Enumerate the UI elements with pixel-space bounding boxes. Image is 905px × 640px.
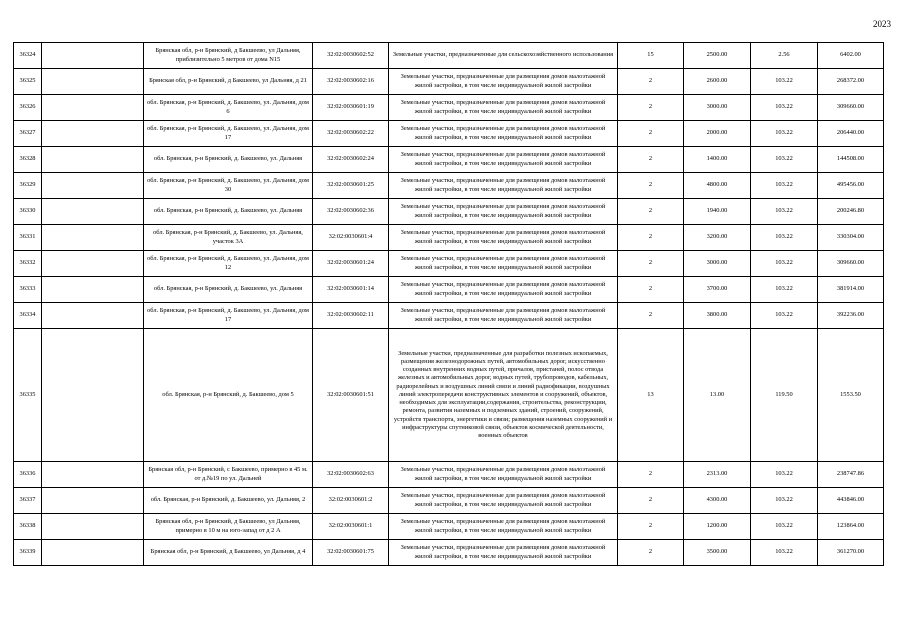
- use-group-cell: 15: [618, 43, 684, 69]
- area-cell: 3500.00: [684, 540, 751, 566]
- use-group-cell: 2: [618, 69, 684, 95]
- cadastral-number-cell: 32:02:0030601:75: [313, 540, 389, 566]
- land-use-cell: Земельные участки, предназначенные для размещения домов малоэтажной жилой застройки, в том числе индивидуальной жилой застройки: [389, 95, 618, 121]
- area-cell: 13.00: [684, 329, 751, 462]
- spacer-cell: [42, 488, 144, 514]
- spacer-cell: [42, 303, 144, 329]
- use-group-cell: 2: [618, 147, 684, 173]
- address-cell: Брянская обл, р-н Брянский, д Бакшеево, ул Дальняя, примерно в 10 м на юго-запад от д 2 А: [144, 514, 313, 540]
- use-group-cell: 2: [618, 488, 684, 514]
- row-number: 36332: [14, 251, 42, 277]
- cadastral-value-cell: 443846.00: [818, 488, 884, 514]
- row-number: 36339: [14, 540, 42, 566]
- area-cell: 4300.00: [684, 488, 751, 514]
- use-group-cell: 2: [618, 303, 684, 329]
- cadastral-value-cell: 361270.00: [818, 540, 884, 566]
- area-cell: 1200.00: [684, 514, 751, 540]
- table-row: [14, 199, 884, 225]
- cadastral-value-cell: 1553.50: [818, 329, 884, 462]
- land-use-cell: Земельные участки, предназначенные для размещения домов малоэтажной жилой застройки, в том числе индивидуальной жилой застройки: [389, 147, 618, 173]
- specific-value-cell: 103.22: [751, 69, 818, 95]
- area-cell: 3700.00: [684, 277, 751, 303]
- cadastral-number-cell: 32:02:0030601:24: [313, 251, 389, 277]
- specific-value-cell: 103.22: [751, 173, 818, 199]
- spacer-cell: [42, 251, 144, 277]
- cadastral-value-cell: 392236.00: [818, 303, 884, 329]
- address-cell: обл. Брянская, р-н Брянский, д. Бакшеево, ул. Дальняя, дом 17: [144, 303, 313, 329]
- spacer-cell: [42, 121, 144, 147]
- use-group-cell: 2: [618, 225, 684, 251]
- use-group-cell: 2: [618, 121, 684, 147]
- table-row: [14, 488, 884, 514]
- spacer-cell: [42, 514, 144, 540]
- address-cell: Брянская обл, р-н Брянский, с Бакшеево, примерно в 45 м. от д.№19 по ул. Дальней: [144, 462, 313, 488]
- row-number: 36338: [14, 514, 42, 540]
- row-number: 36337: [14, 488, 42, 514]
- area-cell: 3000.00: [684, 95, 751, 121]
- address-cell: Брянская обл, р-н Брянский, д Бакшеево, ул Дальняя, д 4: [144, 540, 313, 566]
- use-group-cell: 2: [618, 251, 684, 277]
- spacer-cell: [42, 69, 144, 95]
- table-row: [14, 514, 884, 540]
- cadastral-value-cell: 6402.00: [818, 43, 884, 69]
- cadastral-value-cell: 200246.80: [818, 199, 884, 225]
- row-number: 36333: [14, 277, 42, 303]
- land-use-cell: Земельные участки, предназначенные для размещения домов малоэтажной жилой застройки, в том числе индивидуальной жилой застройки: [389, 69, 618, 95]
- table-row: [14, 277, 884, 303]
- use-group-cell: 2: [618, 462, 684, 488]
- row-number: 36326: [14, 95, 42, 121]
- specific-value-cell: 103.22: [751, 147, 818, 173]
- spacer-cell: [42, 147, 144, 173]
- cadastral-number-cell: 32:02:0030602:63: [313, 462, 389, 488]
- spacer-cell: [42, 329, 144, 462]
- use-group-cell: 2: [618, 95, 684, 121]
- use-group-cell: 2: [618, 540, 684, 566]
- specific-value-cell: 103.22: [751, 540, 818, 566]
- row-number: 36330: [14, 199, 42, 225]
- cadastral-number-cell: 32:02:0030601:14: [313, 277, 389, 303]
- specific-value-cell: 103.22: [751, 225, 818, 251]
- use-group-cell: 2: [618, 514, 684, 540]
- address-cell: обл. Брянская, р-н Брянский, д. Бакшеево, ул. Дальняя, дом 17: [144, 121, 313, 147]
- land-use-cell: Земельные участки, предназначенные для сельскохозяйственного использования: [389, 43, 618, 69]
- land-use-cell: Земельные участки, предназначенные для разработки полезных ископаемых, размещения железнодорожных путей, автомобильных дорог, искусственно созданных внутренних водных путей, причалов, пристаней, полос отвода железных и автомобильных дорог, водных путей, трубопроводов, кабельных, радиорелейных и воздушных линий связи и линий радиофикации, воздушных линий электропередачи конструктивных элементов и сооружений, объектов, необходимых для эксплуатации,содержания, строительства, реконструкции, ремонта, развития наземных и подземных зданий, строений, сооружений, устройств транспорта, энергетики и связи; размещения наземных сооружений и инфраструктуры спутниковой связи, объектов космической деятельности, военных объектов: [389, 329, 618, 462]
- address-cell: обл. Брянская, р-н Брянский, д. Бакшеево, ул. Дальняя: [144, 147, 313, 173]
- address-cell: обл. Брянская, р-н Брянский, д. Бакшеево, ул. Дальняя: [144, 277, 313, 303]
- cadastral-number-cell: 32:02:0030601:19: [313, 95, 389, 121]
- use-group-cell: 2: [618, 173, 684, 199]
- cadastral-number-cell: 32:02:0030602:16: [313, 69, 389, 95]
- land-use-cell: Земельные участки, предназначенные для размещения домов малоэтажной жилой застройки, в том числе индивидуальной жилой застройки: [389, 251, 618, 277]
- row-number: 36327: [14, 121, 42, 147]
- address-cell: обл. Брянская, р-н Брянский, д. Бакшеево, ул. Дальняя, дом 12: [144, 251, 313, 277]
- specific-value-cell: 103.22: [751, 462, 818, 488]
- address-cell: обл. Брянская, р-н Брянский, д. Бакшеево, ул. Дальняя: [144, 199, 313, 225]
- page-number: 2023: [873, 19, 891, 29]
- spacer-cell: [42, 95, 144, 121]
- cadastral-value-cell: 268372.00: [818, 69, 884, 95]
- cadastral-number-cell: 32:02:0030602:22: [313, 121, 389, 147]
- cadastral-value-cell: 123864.00: [818, 514, 884, 540]
- table-row: [14, 69, 884, 95]
- specific-value-cell: 103.22: [751, 121, 818, 147]
- row-number: 36324: [14, 43, 42, 69]
- address-cell: обл. Брянская, р-н Брянский, д. Бакшеево, ул. Дальняя, 2: [144, 488, 313, 514]
- row-number: 36336: [14, 462, 42, 488]
- address-cell: обл. Брянская, р-н Брянский, д. Бакшеево, ул. Дальняя, дом 6: [144, 95, 313, 121]
- area-cell: 3000.00: [684, 251, 751, 277]
- cadastral-number-cell: 32:02:0030602:52: [313, 43, 389, 69]
- row-number: 36329: [14, 173, 42, 199]
- cadastral-number-cell: 32:02:0030601:4: [313, 225, 389, 251]
- cadastral-number-cell: 32:02:0030601:1: [313, 514, 389, 540]
- table-row: [14, 462, 884, 488]
- specific-value-cell: 103.22: [751, 277, 818, 303]
- specific-value-cell: 119.50: [751, 329, 818, 462]
- land-use-cell: Земельные участки, предназначенные для размещения домов малоэтажной жилой застройки, в том числе индивидуальной жилой застройки: [389, 540, 618, 566]
- area-cell: 2313.00: [684, 462, 751, 488]
- cadastral-value-cell: 144508.00: [818, 147, 884, 173]
- cadastral-value-cell: 309660.00: [818, 95, 884, 121]
- address-cell: обл. Брянская, р-н Брянский, д. Бакшеево, дом 5: [144, 329, 313, 462]
- table-row: [14, 540, 884, 566]
- use-group-cell: 13: [618, 329, 684, 462]
- specific-value-cell: 103.22: [751, 251, 818, 277]
- land-use-cell: Земельные участки, предназначенные для размещения домов малоэтажной жилой застройки, в том числе индивидуальной жилой застройки: [389, 303, 618, 329]
- area-cell: 2600.00: [684, 69, 751, 95]
- cadastral-number-cell: 32:02:0030601:51: [313, 329, 389, 462]
- land-use-cell: Земельные участки, предназначенные для размещения домов малоэтажной жилой застройки, в том числе индивидуальной жилой застройки: [389, 225, 618, 251]
- address-cell: обл. Брянская, р-н Брянский, д. Бакшеево, ул. Дальняя, дом 30: [144, 173, 313, 199]
- cadastral-value-table: [13, 42, 884, 566]
- spacer-cell: [42, 43, 144, 69]
- table-row: [14, 43, 884, 69]
- spacer-cell: [42, 462, 144, 488]
- table-row: [14, 147, 884, 173]
- cadastral-number-cell: 32:02:0030601:2: [313, 488, 389, 514]
- spacer-cell: [42, 173, 144, 199]
- table-row: [14, 329, 884, 462]
- cadastral-value-cell: 206440.00: [818, 121, 884, 147]
- spacer-cell: [42, 540, 144, 566]
- area-cell: 1400.00: [684, 147, 751, 173]
- area-cell: 3200.00: [684, 225, 751, 251]
- cadastral-value-cell: 495456.00: [818, 173, 884, 199]
- specific-value-cell: 103.22: [751, 514, 818, 540]
- cadastral-value-cell: 309660.00: [818, 251, 884, 277]
- area-cell: 3800.00: [684, 303, 751, 329]
- spacer-cell: [42, 225, 144, 251]
- land-use-cell: Земельные участки, предназначенные для размещения домов малоэтажной жилой застройки, в том числе индивидуальной жилой застройки: [389, 121, 618, 147]
- table-row: [14, 303, 884, 329]
- cadastral-number-cell: 32:02:0030602:11: [313, 303, 389, 329]
- area-cell: 2500.00: [684, 43, 751, 69]
- specific-value-cell: 103.22: [751, 199, 818, 225]
- land-use-cell: Земельные участки, предназначенные для размещения домов малоэтажной жилой застройки, в том числе индивидуальной жилой застройки: [389, 514, 618, 540]
- cadastral-number-cell: 32:02:0030601:25: [313, 173, 389, 199]
- area-cell: 4800.00: [684, 173, 751, 199]
- cadastral-value-cell: 330304.00: [818, 225, 884, 251]
- spacer-cell: [42, 277, 144, 303]
- address-cell: Брянская обл, р-н Брянский, д Бакшеево, ул Дальняя, д 21: [144, 69, 313, 95]
- table-row: [14, 225, 884, 251]
- cadastral-number-cell: 32:02:0030602:36: [313, 199, 389, 225]
- address-cell: обл. Брянская, р-н Брянский, д. Бакшеево, ул. Дальняя, участок 3А: [144, 225, 313, 251]
- row-number: 36331: [14, 225, 42, 251]
- specific-value-cell: 2.56: [751, 43, 818, 69]
- spacer-cell: [42, 199, 144, 225]
- land-use-cell: Земельные участки, предназначенные для размещения домов малоэтажной жилой застройки, в том числе индивидуальной жилой застройки: [389, 173, 618, 199]
- row-number: 36328: [14, 147, 42, 173]
- cadastral-value-cell: 381914.00: [818, 277, 884, 303]
- use-group-cell: 2: [618, 277, 684, 303]
- land-use-cell: Земельные участки, предназначенные для размещения домов малоэтажной жилой застройки, в том числе индивидуальной жилой застройки: [389, 199, 618, 225]
- specific-value-cell: 103.22: [751, 488, 818, 514]
- row-number: 36335: [14, 329, 42, 462]
- row-number: 36334: [14, 303, 42, 329]
- land-use-cell: Земельные участки, предназначенные для размещения домов малоэтажной жилой застройки, в том числе индивидуальной жилой застройки: [389, 488, 618, 514]
- area-cell: 2000.00: [684, 121, 751, 147]
- table-row: [14, 173, 884, 199]
- area-cell: 1940.00: [684, 199, 751, 225]
- use-group-cell: 2: [618, 199, 684, 225]
- land-use-cell: Земельные участки, предназначенные для размещения домов малоэтажной жилой застройки, в том числе индивидуальной жилой застройки: [389, 462, 618, 488]
- table-row: [14, 95, 884, 121]
- address-cell: Брянская обл, р-н Брянский, д Бакшеево, ул Дальняя, приблизительно 5 метров от дома N15: [144, 43, 313, 69]
- row-number: 36325: [14, 69, 42, 95]
- table-row: [14, 251, 884, 277]
- specific-value-cell: 103.22: [751, 303, 818, 329]
- cadastral-value-cell: 238747.86: [818, 462, 884, 488]
- table-row: [14, 121, 884, 147]
- land-use-cell: Земельные участки, предназначенные для размещения домов малоэтажной жилой застройки, в том числе индивидуальной жилой застройки: [389, 277, 618, 303]
- cadastral-number-cell: 32:02:0030602:24: [313, 147, 389, 173]
- specific-value-cell: 103.22: [751, 95, 818, 121]
